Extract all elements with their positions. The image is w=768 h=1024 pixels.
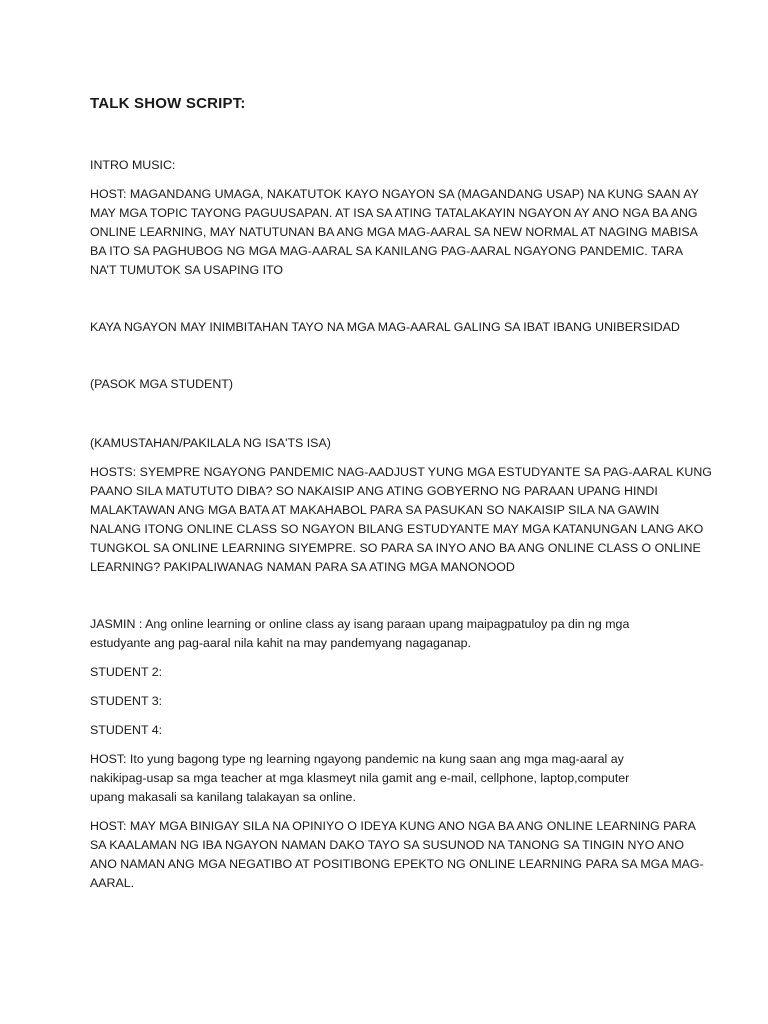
paragraph-line: HOST: MAGANDANG UMAGA, NAKATUTOK KAYO NGAYON SA (MAGANDANG USAP) NA KUNG SAAN AY <box>90 187 699 201</box>
document-title: TALK SHOW SCRIPT: <box>90 95 246 112</box>
paragraph-line: STUDENT 4: <box>90 723 163 737</box>
paragraph-line: INTRO MUSIC: <box>90 158 176 172</box>
paragraph-line: STUDENT 2: <box>90 665 163 679</box>
paragraph-line: NA’T TUMUTOK SA USAPING ITO <box>90 263 284 278</box>
stage-direction-intro <box>90 434 690 453</box>
student-2-line <box>90 663 690 682</box>
invitation-paragraph <box>90 318 690 337</box>
host-opening-paragraph <box>90 185 699 280</box>
paragraph-line: PAANO SILA MATUTUTO DIBA? SO NAKAISIP ANG ATING GOBYERNO NG PARAAN UPANG HINDI <box>90 484 658 499</box>
paragraph-line: SA KAALAMAN NG IBA NGAYON NAMAN DAKO TAYO SA SUSUNOD NA TANONG SA TINGIN NYO ANO <box>90 838 684 853</box>
stage-direction-enter <box>90 375 690 394</box>
paragraph-line: (PASOK MGA STUDENT) <box>90 377 233 391</box>
paragraph-line: ONLINE LEARNING, MAY NATUTUNAN BA ANG MGA MAG-AARAL SA NEW NORMAL AT NAGING MABISA <box>90 225 698 240</box>
paragraph-line: HOST: Ito yung bagong type ng learning ngayong pandemic na kung saan ang mga mag-aaral ay <box>90 752 624 766</box>
paragraph-line: nakikipag-usap sa mga teacher at mga klasmeyt nila gamit ang e-mail, cellphone, laptop,computer <box>90 771 630 786</box>
paragraph-line: estudyante ang pag-aaral nila kahit na may pandemyang nagaganap. <box>90 636 471 651</box>
paragraph-line: JASMIN : Ang online learning or online class ay isang paraan upang maipagpatuloy pa din ng mga <box>90 617 630 631</box>
hosts-question-paragraph <box>90 463 712 578</box>
paragraph-line: KAYA NGAYON MAY INIMBITAHAN TAYO NA MGA MAG-AARAL GALING SA IBAT IBANG UNIBERSIDAD <box>90 320 680 334</box>
paragraph-line: MAY MGA TOPIC TAYONG PAGUUSAPAN. AT ISA SA ATING TATALAKAYIN NGAYON AY ANO NGA BA ANG <box>90 206 698 221</box>
student-4-line <box>90 721 690 740</box>
intro-music-line <box>90 156 690 175</box>
paragraph-line: TUNGKOL SA ONLINE LEARNING SIYEMPRE. SO PARA SA INYO ANO BA ANG ONLINE CLASS O ONLINE <box>90 541 701 556</box>
paragraph-line: HOST: MAY MGA BINIGAY SILA NA OPINIYO O IDEYA KUNG ANO NGA BA ANG ONLINE LEARNING PARA <box>90 819 696 833</box>
paragraph-line: ANO NAMAN ANG MGA NEGATIBO AT POSITIBONG EPEKTO NG ONLINE LEARNING PARA SA MGA MAG- <box>90 857 704 872</box>
host-explanation-paragraph <box>90 750 690 807</box>
student-3-line <box>90 692 690 711</box>
paragraph-line: upang makasali sa kanilang talakayan sa online. <box>90 790 356 805</box>
paragraph-line: LEARNING? PAKIPALIWANAG NAMAN PARA SA ATING MGA MANONOOD <box>90 560 515 575</box>
host-next-question-paragraph <box>90 817 704 893</box>
paragraph-line: HOSTS: SYEMPRE NGAYONG PANDEMIC NAG-AADJUST YUNG MGA ESTUDYANTE SA PAG-AARAL KUNG <box>90 465 712 479</box>
paragraph-line: MALAKTAWAN ANG MGA BATA AT MAKAHABOL PARA SA PASUKAN SO NAKAISIP SILA NA GAWIN <box>90 503 660 518</box>
paragraph-line: NALANG ITONG ONLINE CLASS SO NGAYON BILANG ESTUDYANTE MAY MGA KATANUNGAN LANG AKO <box>90 522 704 537</box>
paragraph-line: AARAL. <box>90 876 135 891</box>
paragraph-line: STUDENT 3: <box>90 694 163 708</box>
paragraph-line: (KAMUSTAHAN/PAKILALA NG ISA'TS ISA) <box>90 436 331 450</box>
jasmin-answer-paragraph <box>90 615 690 653</box>
paragraph-line: BA ITO SA PAGHUBOG NG MGA MAG-AARAL SA KANILANG PAG-AARAL NGAYONG PANDEMIC. TARA <box>90 244 684 259</box>
